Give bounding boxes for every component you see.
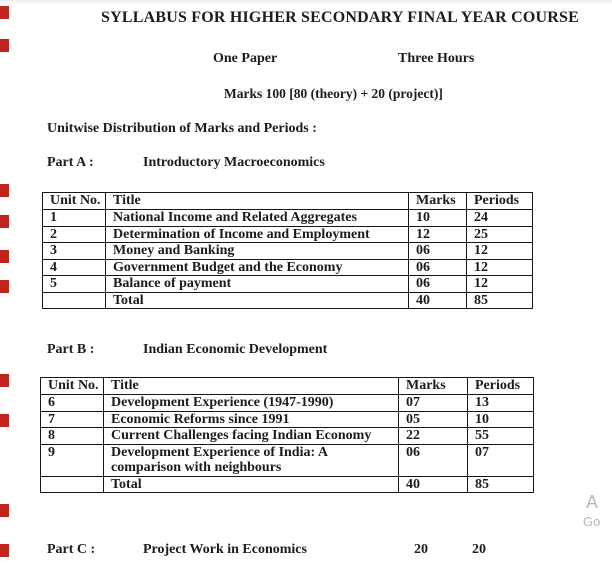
table-cell: 10 xyxy=(409,210,467,227)
table-cell: 07 xyxy=(468,444,534,476)
distribution-heading: Unitwise Distribution of Marks and Periods : xyxy=(47,121,317,136)
table-cell: 85 xyxy=(467,292,533,309)
table-cell: 85 xyxy=(468,476,534,493)
red-edge-mark xyxy=(0,184,9,197)
table-cell: 24 xyxy=(467,210,533,227)
table-cell: 07 xyxy=(399,395,468,412)
part-a-title: Introductory Macroeconomics xyxy=(143,155,325,170)
marks-summary: Marks 100 [80 (theory) + 20 (project)] xyxy=(224,86,443,101)
table-cell: 22 xyxy=(399,428,468,445)
table-cell: 9 xyxy=(41,444,104,476)
table-cell xyxy=(41,476,104,493)
table-row xyxy=(41,428,534,445)
table-cell: Money and Banking xyxy=(106,243,409,260)
table-row xyxy=(43,210,533,227)
table-cell: 12 xyxy=(467,259,533,276)
table-row xyxy=(43,259,533,276)
table-cell: 06 xyxy=(409,243,467,260)
header-row xyxy=(41,378,534,395)
header-row xyxy=(43,193,533,210)
table-cell: 12 xyxy=(467,243,533,260)
table-cell: 5 xyxy=(43,276,106,293)
table-cell: Economic Reforms since 1991 xyxy=(104,411,399,428)
part-b-label: Part B : xyxy=(47,342,95,357)
table-cell: Government Budget and the Economy xyxy=(106,259,409,276)
table-cell: 05 xyxy=(399,411,468,428)
table-row xyxy=(43,276,533,293)
table-row xyxy=(43,292,533,309)
red-edge-mark xyxy=(0,504,9,517)
table-cell: 10 xyxy=(468,411,534,428)
table-cell: 1 xyxy=(43,210,106,227)
red-edge-mark xyxy=(0,215,9,228)
part-a-table xyxy=(42,192,533,309)
red-edge-mark xyxy=(0,6,9,19)
table-cell: 6 xyxy=(41,395,104,412)
table-cell: 06 xyxy=(399,444,468,476)
table-cell: 8 xyxy=(41,428,104,445)
red-edge-mark xyxy=(0,280,9,293)
table-cell: 06 xyxy=(409,259,467,276)
column-header: Periods xyxy=(468,378,534,395)
part-c-periods: 20 xyxy=(472,542,486,557)
table-cell: Current Challenges facing Indian Economy xyxy=(104,428,399,445)
table-row xyxy=(43,243,533,260)
red-edge-mark xyxy=(0,544,9,557)
table-cell: Development Experience (1947-1990) xyxy=(104,395,399,412)
table-row xyxy=(41,395,534,412)
column-header: Unit No. xyxy=(41,378,104,395)
table-cell: 3 xyxy=(43,243,106,260)
part-b-table-body xyxy=(41,395,534,493)
table-row xyxy=(41,411,534,428)
column-header: Title xyxy=(104,378,399,395)
column-header: Unit No. xyxy=(43,193,106,210)
table-cell: Determination of Income and Employment xyxy=(106,226,409,243)
table-cell: Total xyxy=(104,476,399,493)
table-row xyxy=(41,444,534,476)
red-edge-mark xyxy=(0,414,9,427)
part-b-table xyxy=(40,377,534,493)
part-c-marks: 20 xyxy=(414,542,428,557)
table-cell xyxy=(43,292,106,309)
table-cell: National Income and Related Aggregates xyxy=(106,210,409,227)
table-row xyxy=(41,476,534,493)
table-cell: 40 xyxy=(399,476,468,493)
table-cell: 12 xyxy=(409,226,467,243)
table-cell: 4 xyxy=(43,259,106,276)
part-a-table-head xyxy=(43,193,533,210)
column-header: Marks xyxy=(409,193,467,210)
red-edge-mark xyxy=(0,374,9,387)
red-edge-mark xyxy=(0,39,9,52)
watermark-line2: Go xyxy=(583,514,601,529)
table-cell: Total xyxy=(106,292,409,309)
table-cell: 06 xyxy=(409,276,467,293)
part-b-table-head xyxy=(41,378,534,395)
watermark-line1: A xyxy=(586,492,599,512)
table-row xyxy=(43,226,533,243)
paper-count-label: One Paper xyxy=(213,51,278,66)
table-cell: 55 xyxy=(468,428,534,445)
table-cell: 7 xyxy=(41,411,104,428)
duration-label: Three Hours xyxy=(398,51,475,66)
table-cell: Development Experience of India: A comparison with neighbours xyxy=(104,444,399,476)
part-a-table-body xyxy=(43,210,533,309)
red-edge-mark xyxy=(0,250,9,263)
table-cell: Balance of payment xyxy=(106,276,409,293)
part-c-label: Part C : xyxy=(47,542,96,557)
column-header: Marks xyxy=(399,378,468,395)
table-cell: 13 xyxy=(468,395,534,412)
table-cell: 2 xyxy=(43,226,106,243)
table-cell: 12 xyxy=(467,276,533,293)
table-cell: 25 xyxy=(467,226,533,243)
part-a-label: Part A : xyxy=(47,155,94,170)
table-cell: 40 xyxy=(409,292,467,309)
column-header: Title xyxy=(106,193,409,210)
part-c-title: Project Work in Economics xyxy=(143,542,307,557)
part-b-title: Indian Economic Development xyxy=(143,342,328,357)
column-header: Periods xyxy=(467,193,533,210)
page-title: SYLLABUS FOR HIGHER SECONDARY FINAL YEAR COURSE xyxy=(101,9,579,26)
